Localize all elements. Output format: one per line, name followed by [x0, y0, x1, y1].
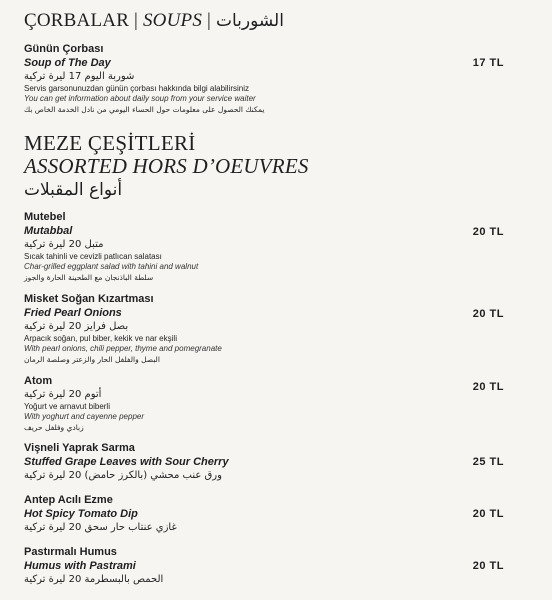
item-price: 25 TL	[472, 456, 504, 468]
menu-item-mutebel	[24, 210, 534, 283]
menu-item-misket-sogan	[24, 292, 534, 365]
item-price: 20 TL	[472, 226, 504, 238]
soups-heading	[24, 10, 284, 32]
item-name-en: Mutabbal	[24, 225, 73, 237]
item-description: Arpacık soğan, pul biber, kekik ve nar ekşili	[24, 334, 177, 343]
item-name-en: Hot Spicy Tomato Dip	[24, 508, 138, 520]
item-name: Mutebel	[24, 211, 66, 223]
item-description-en: Char-grilled eggplant salad with tahini and walnut	[24, 262, 199, 271]
item-price: 20 TL	[472, 308, 504, 320]
item-name-ar: بصل فرايز 20 ليرة تركية	[24, 321, 129, 332]
soups-title-ar: الشوربات	[215, 11, 284, 31]
menu-item-antep-acili-ezme	[24, 493, 534, 535]
item-description-ar: البصل والفلفل الحار والزعتر وصلصة الرمان	[24, 355, 160, 364]
item-name-ar: غازي عنتاب حار سحق 20 ليرة تركية	[24, 522, 177, 533]
item-name: Atom	[24, 375, 53, 387]
item-price: 20 TL	[472, 508, 504, 520]
menu-item-visneli-yaprak-sarma	[24, 441, 534, 483]
item-description-ar: يمكنك الحصول على معلومات حول الحساء اليومي من نادل الخدمة الخاص بك	[24, 105, 265, 114]
meze-title-tr: MEZE ÇEŞİTLERİ	[24, 131, 196, 155]
item-description: Servis garsonunuzdan günün çorbası hakkında bilgi alabilirsiniz	[24, 84, 250, 93]
title-separator: |	[134, 10, 139, 31]
item-name: Antep Acılı Ezme	[24, 494, 113, 506]
item-name-ar: متبل 20 ليرة تركية	[24, 239, 104, 250]
item-name: Misket Soğan Kızartması	[24, 293, 154, 305]
soups-title-en: SOUPS	[142, 10, 203, 31]
item-description-en: You can get information about daily soup from your service waiter	[24, 94, 256, 103]
item-description-en: With yoghurt and cayenne pepper	[24, 412, 145, 421]
menu-item-soup-of-the-day	[24, 42, 534, 115]
item-name-en: Soup of The Day	[24, 57, 111, 69]
item-name-ar: الحمص بالبسطرمة 20 ليرة تركية	[24, 574, 164, 585]
item-description-en: With pearl onions, chili pepper, thyme and pomegranate	[24, 344, 222, 353]
item-description: Yoğurt ve arnavut biberli	[24, 402, 110, 411]
item-description-ar: سلطة الباذنجان مع الطحينة الحارة والجوز	[24, 273, 154, 282]
item-name-ar: شوربة اليوم 17 ليرة تركية	[24, 71, 135, 82]
item-price: 20 TL	[472, 560, 504, 572]
title-separator: |	[207, 10, 212, 31]
meze-title-ar: أنواع المقبلات	[24, 180, 123, 200]
item-name-en: Stuffed Grape Leaves with Sour Cherry	[24, 456, 229, 468]
item-price: 20 TL	[472, 381, 504, 393]
item-price: 17 TL	[472, 57, 504, 69]
item-description-ar: زبادي وفلفل حريف	[24, 423, 84, 432]
meze-title-en: ASSORTED HORS D’OEUVRES	[24, 154, 309, 178]
item-name: Günün Çorbası	[24, 43, 104, 55]
item-description: Sıcak tahinli ve cevizli patlıcan salatası	[24, 252, 162, 261]
item-name-en: Humus with Pastrami	[24, 560, 136, 572]
item-name-ar: ورق عنب محشي (بالكرز حامض) 20 ليرة تركية	[24, 470, 222, 481]
item-name-en: Fried Pearl Onions	[24, 307, 122, 319]
item-name: Vişneli Yaprak Sarma	[24, 442, 135, 454]
item-name-ar: أتوم 20 ليرة تركية	[24, 389, 102, 400]
menu-item-atom	[24, 374, 534, 433]
soups-title-tr: ÇORBALAR	[24, 10, 130, 31]
menu-item-pastirmali-humus	[24, 545, 534, 587]
item-name: Pastırmalı Humus	[24, 546, 117, 558]
